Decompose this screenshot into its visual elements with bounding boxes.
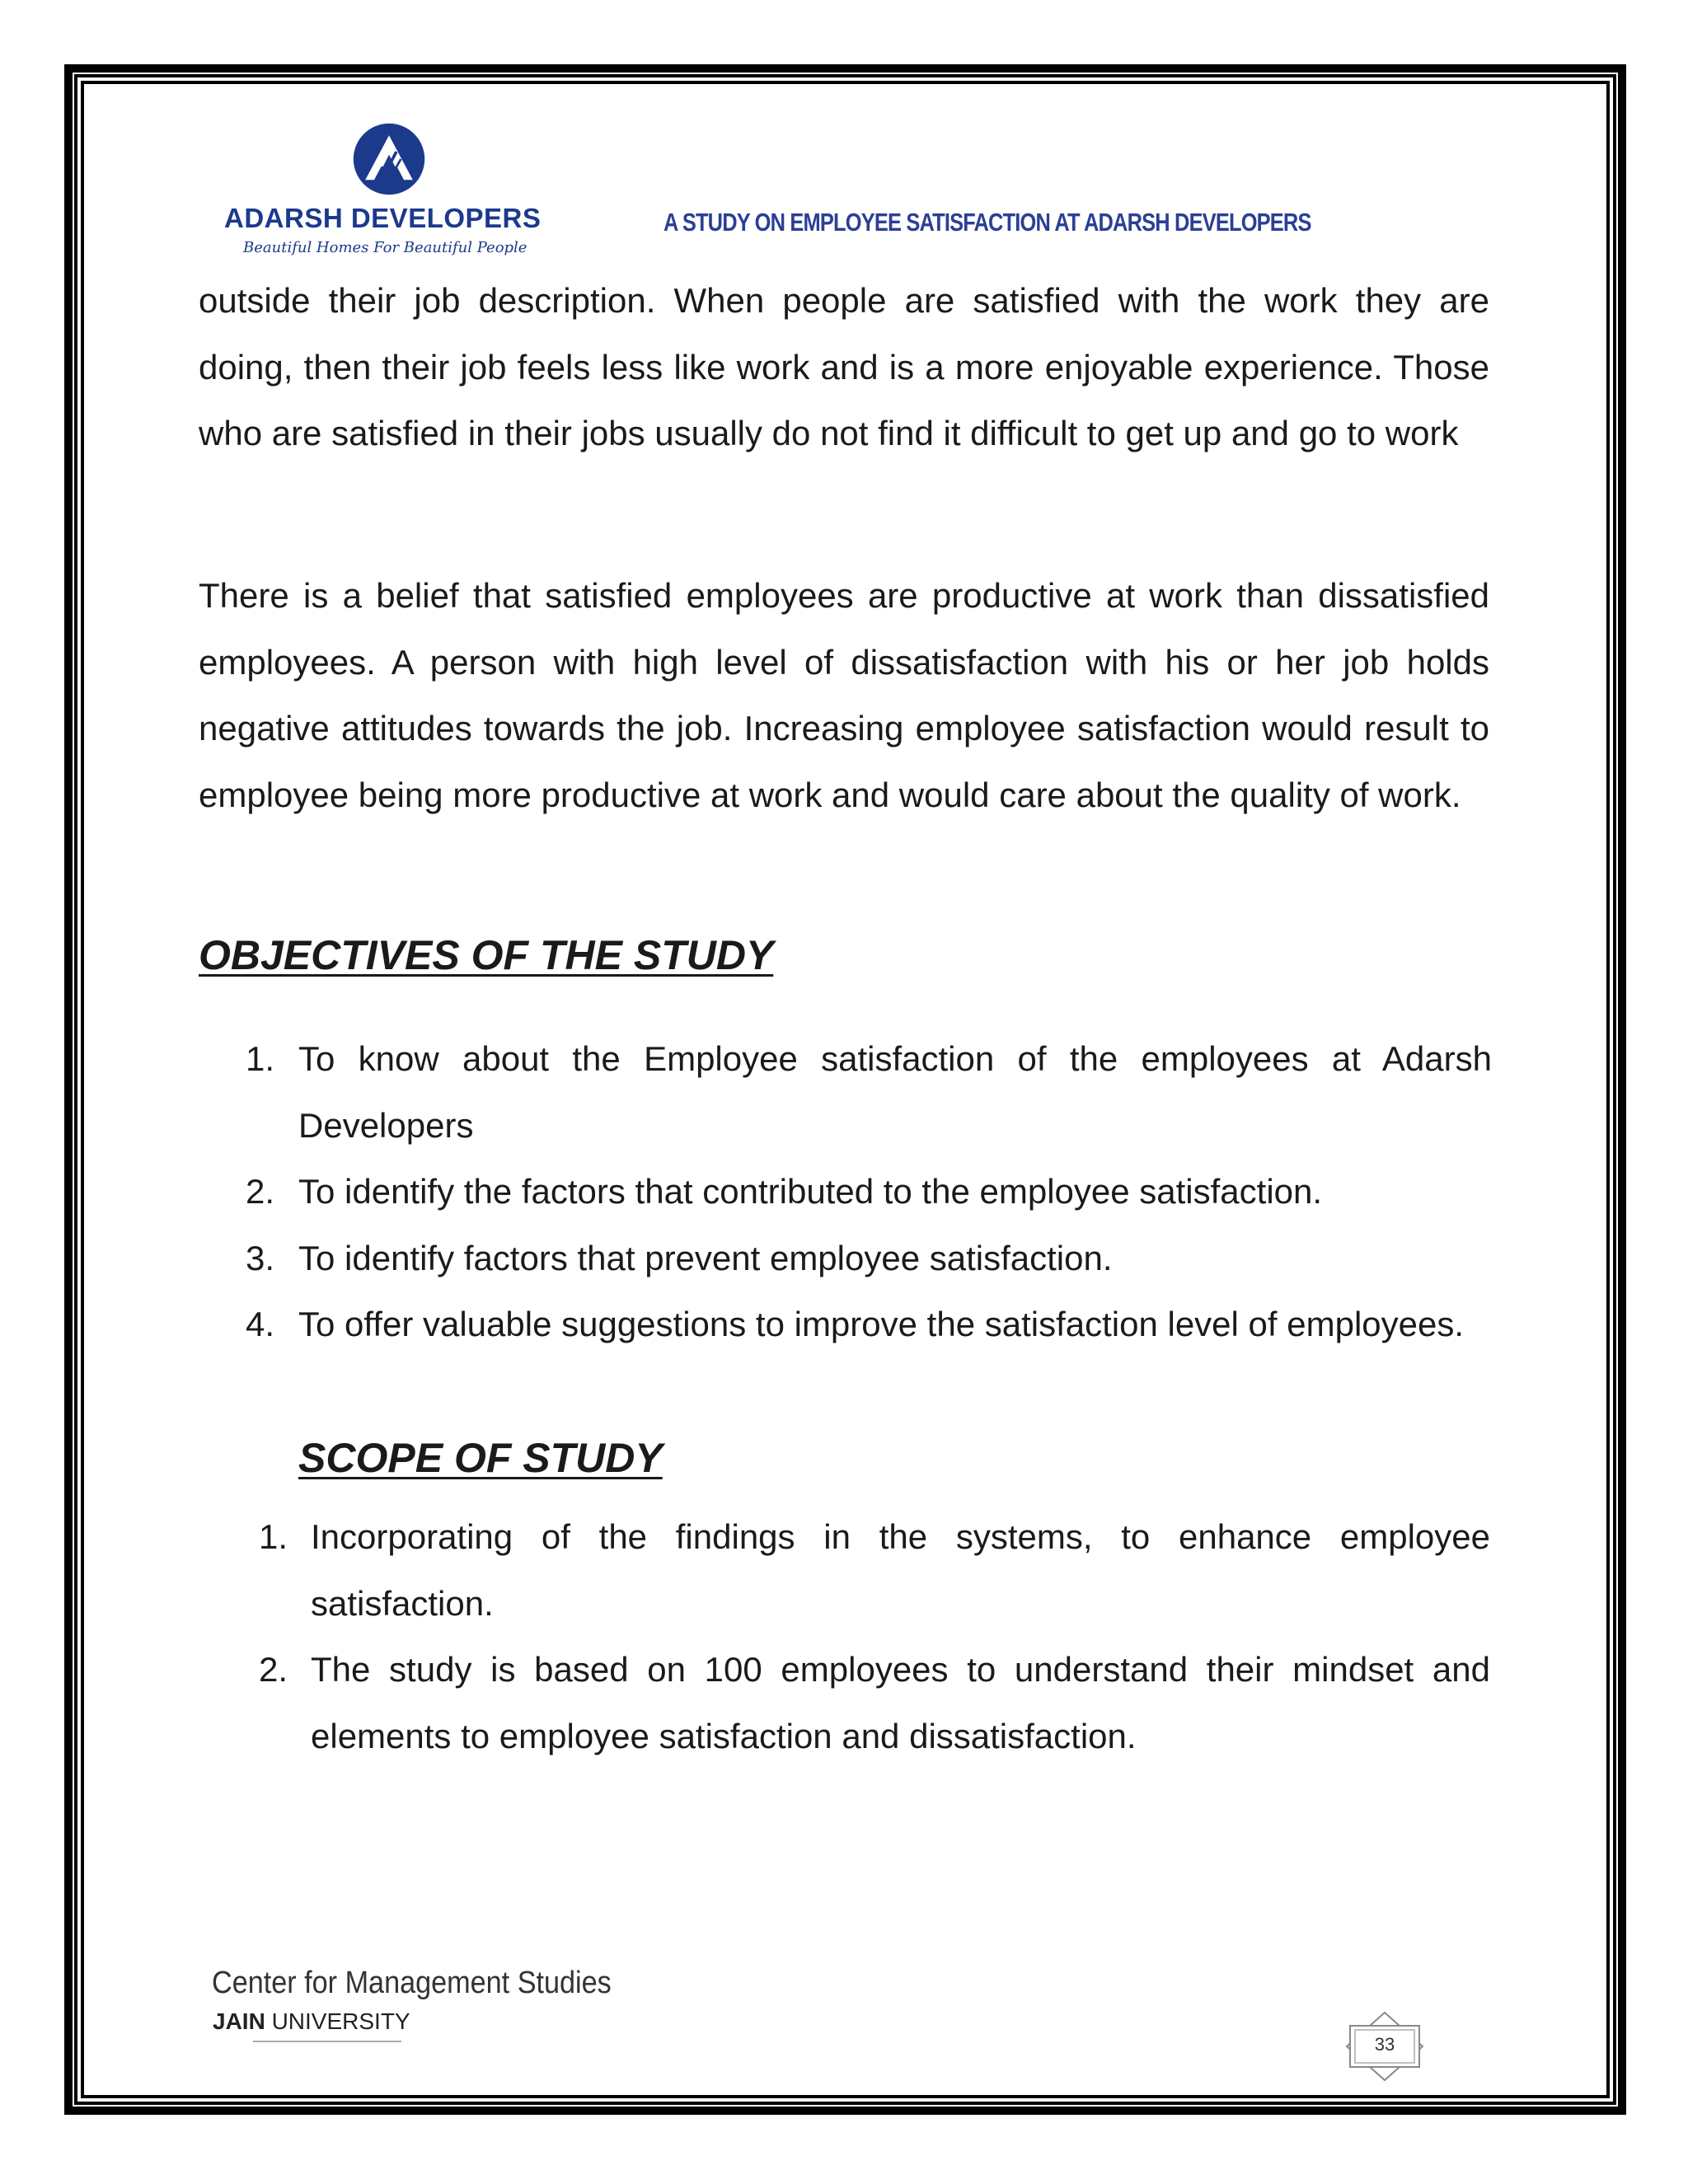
list-text: To identify the factors that contributed to the employee satisfaction. (298, 1172, 1323, 1211)
logo-company-name: ADARSH DEVELOPERS (224, 203, 542, 233)
body-paragraph: outside their job description. When people are satisfied with the work they are doing, then their job feels less like work and is a more enjoyable experience. Those who are satisfied in their jobs usually do not find it difficult to get up and go to work (199, 281, 1489, 452)
footer-center-name: Center for Management Studies (212, 1966, 612, 2000)
list-text: To identify factors that prevent employee satisfaction. (298, 1239, 1113, 1277)
adarsh-logo-icon (352, 122, 426, 196)
list-number: 4. (246, 1305, 275, 1343)
footer-university-rest: UNIVERSITY (265, 2008, 410, 2034)
list-text: To offer valuable suggestions to improve the satisfaction level of employees. (298, 1305, 1465, 1343)
header-title: A STUDY ON EMPLOYEE SATISFACTION AT ADARSH DEVELOPERS (663, 208, 1311, 237)
list-number: 3. (246, 1239, 275, 1277)
list-number: 1. (246, 1039, 275, 1078)
list-number: 1. (259, 1517, 288, 1556)
logo-tagline: Beautiful Homes For Beautiful People (243, 239, 528, 256)
list-number: 2. (259, 1650, 288, 1689)
body-paragraph: There is a belief that satisfied employees are productive at work than dissatisfied employees. A person with high level of dissatisfaction with his or her job holds negative attitudes towards the job. Increasing employee satisfaction would result to employee being more productive at work and would care about the quality of work. (199, 576, 1489, 814)
list-text: The study is based on 100 employees to understand their mindset and elements to employee satisfaction and dissatisfaction. (311, 1650, 1490, 1755)
footer-fine-print-icon (253, 2039, 401, 2044)
list-text: Incorporating of the findings in the systems, to enhance employee satisfaction. (311, 1517, 1490, 1623)
footer-university (213, 2008, 410, 2035)
footer-university-bold: JAIN (213, 2008, 265, 2034)
objectives-heading: OBJECTIVES OF THE STUDY (199, 932, 774, 978)
list-number: 2. (246, 1172, 275, 1211)
list-text: To know about the Employee satisfaction of the employees at Adarsh Developers (298, 1039, 1492, 1145)
page-number: 33 (1374, 2034, 1395, 2055)
scope-heading: SCOPE OF STUDY (298, 1435, 663, 1481)
